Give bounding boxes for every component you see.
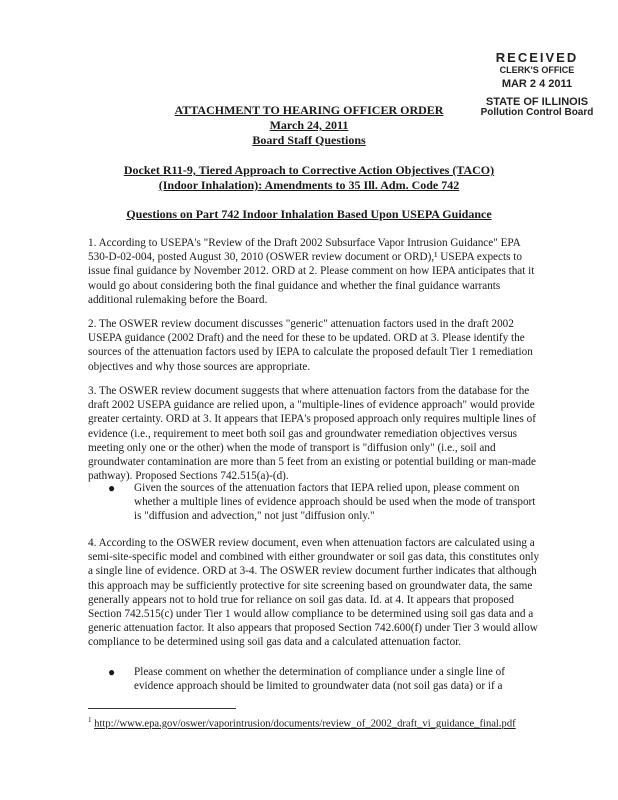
docket-line-1: [0, 163, 618, 178]
footnote-mark: 1: [88, 716, 92, 724]
document-date: [0, 118, 618, 133]
subtitle-text: Board Staff Questions: [252, 133, 366, 147]
docket-text-1: Docket R11-9, Tiered Approach to Corrective Action Objectives (TACO): [123, 163, 495, 177]
stamp-date: MAR 2 4 2011: [501, 78, 573, 90]
bullet-icon: ●: [108, 481, 116, 495]
document-subtitle: [0, 133, 618, 148]
date-text: March 24, 2011: [269, 118, 349, 132]
bullet-text-1: Given the sources of the attenuation factors that IEPA relied upon, please comment on whether a multiple lines of evidence approach should be used when the mode of transport is "diffusion and advection," not just "diffusion only.": [134, 482, 536, 523]
document-title: [0, 103, 618, 118]
footnote-link[interactable]: http://www.epa.gov/oswer/vaporintrusion/documents/review_of_2002_draft_vi_guidance_final.pdf: [94, 718, 516, 730]
stamp-received: RECEIVED: [495, 50, 579, 65]
section-heading-text: Questions on Part 742 Indoor Inhalation Based Upon USEPA Guidance: [126, 207, 492, 221]
footnote-divider: [88, 708, 236, 709]
title-text: ATTACHMENT TO HEARING OFFICER ORDER: [174, 103, 444, 117]
stamp-state: STATE OF ILLINOIS: [485, 96, 589, 108]
question-2: 2. The OSWER review document discusses "generic" attenuation factors used in the draft 2002 USEPA guidance (2002 Draft) and the need for these to be updated. ORD at 3. Please identify the sources of the attenuation factors used by IEPA to calculate the proposed default Tier 1 remediation objectives and why those sources are appropriate.: [88, 318, 533, 373]
bullet-text-2: Please comment on whether the determination of compliance under a single line of evidence approach should be limited to groundwater data (not soil gas data) or if a: [134, 666, 505, 693]
section-heading: [0, 207, 618, 222]
question-3: 3. The OSWER review document suggests that where attenuation factors from the database for the draft 2002 USEPA guidance are relied upon, a "multiple-lines of evidence approach" would provide greater certainty. ORD at 3. It appears that IEPA's proposed approach only requires multiple lines of evidence (i.e., requirement to meet both soil gas and groundwater remediation objectives versus meeting only one or the other) when the mode of transport is "diffusion only" (i.e., soil and groundwater contamination are more than 5 feet from an existing or potential building or man-made pathway). Proposed Sections 742.515(a)-(d).: [88, 385, 536, 483]
docket-line-2: [0, 178, 618, 193]
question-4: 4. According to the OSWER review document, even when attenuation factors are calculated using a semi-site-specific model and combined with either groundwater or soil gas data, this constitutes only a single line of evidence. ORD at 3-4. The OSWER review document further indicates that although this approach may be sufficiently protective for site screening based on groundwater data, the same generally appears not to hold true for reliance on soil gas data. Id. at 4. It appears that proposed Section 742.515(c) under Tier 1 would allow compliance to be determined using soil gas data and a generic attenuation factor. It also appears that proposed Section 742.600(f) under Tier 3 would allow compliance to be determined using soil gas data and a calculated attenuation factor.: [88, 537, 540, 649]
docket-text-2: (Indoor Inhalation): Amendments to 35 Ill. Adm. Code 742: [158, 178, 460, 192]
question-1: 1. According to USEPA's "Review of the Draft 2002 Subsurface Vapor Intrusion Guidance" EPA 530-D-02-004, posted August 30, 2010 (OSWER review document or ORD),¹ USEPA expects to issue final guidance by November 2012. ORD at 2. Please comment on how IEPA anticipates that it would go about considering both the final guidance and whether the final guidance warrants additional rulemaking before the Board.: [88, 237, 535, 306]
stamp-office: CLERK'S OFFICE: [499, 65, 575, 75]
bullet-icon: ●: [108, 665, 116, 679]
footnote: [88, 716, 558, 730]
stamp-board: Pollution Control Board: [480, 107, 594, 118]
